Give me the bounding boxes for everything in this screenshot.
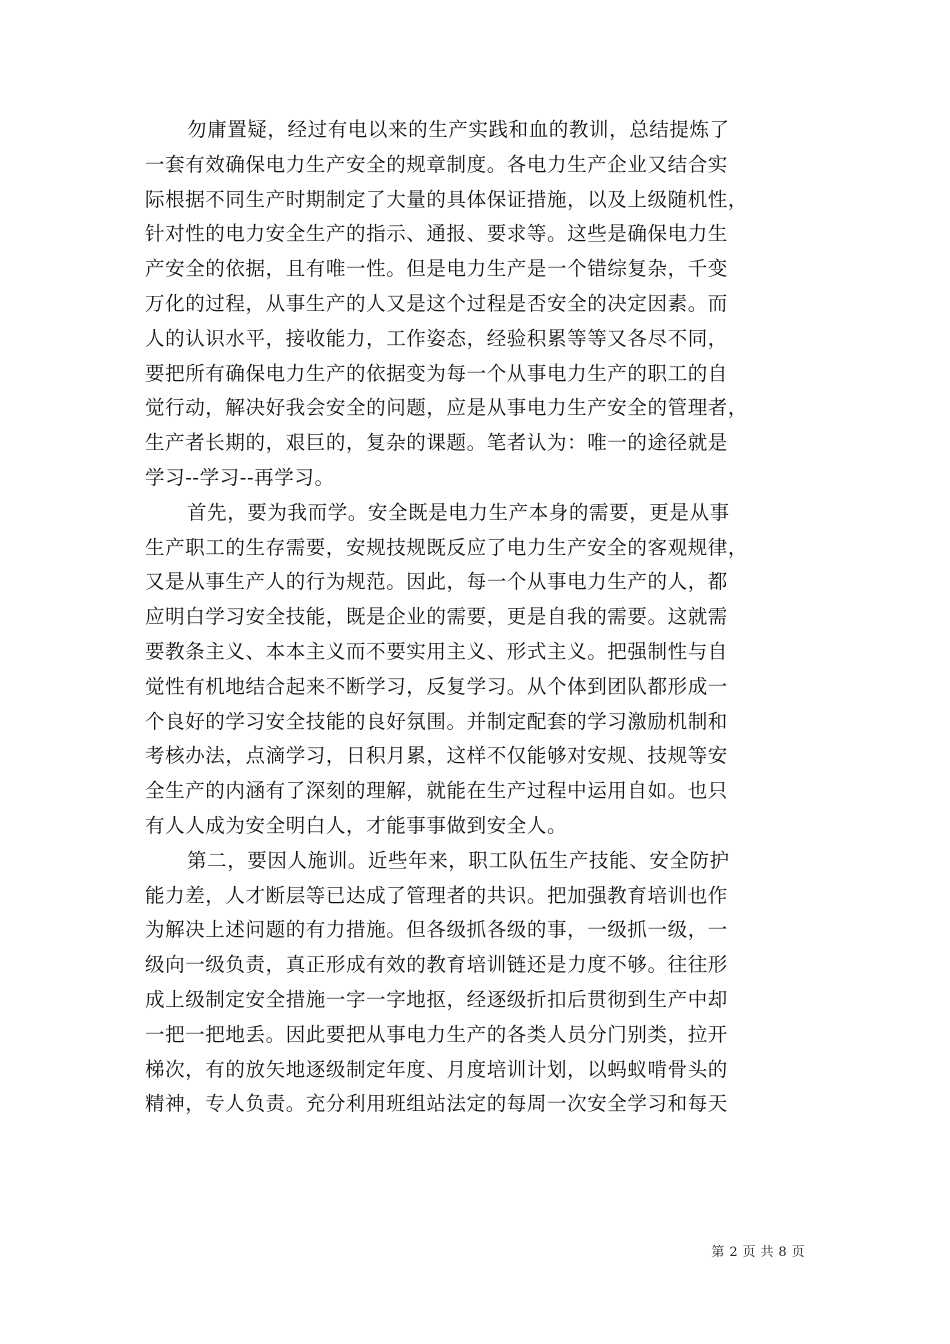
paragraph-line: 产安全的依据，且有唯一性。但是电力生产是一个错综复杂，千变 (145, 257, 728, 281)
paragraph-line: 生产者长期的，艰巨的，复杂的课题。笔者认为：唯一的途径就是 (145, 431, 728, 455)
paragraph (145, 844, 809, 1122)
paragraph (145, 496, 809, 844)
paragraph (145, 113, 809, 496)
paragraph-line: 一把一把地丢。因此要把从事电力生产的各类人员分门别类，拉开 (145, 1022, 728, 1046)
paragraph-line: 有人人成为安全明白人，才能事事做到安全人。 (145, 813, 568, 837)
paragraph-line: 精神，专人负责。充分利用班组站法定的每周一次安全学习和每天 (145, 1092, 728, 1116)
paragraph-line: 成上级制定安全措施一字一字地抠，经逐级折扣后贯彻到生产中却 (145, 987, 728, 1011)
paragraph-line: 为解决上述问题的有力措施。但各级抓各级的事，一级抓一级，一 (145, 918, 728, 942)
paragraph-line: 考核办法，点滴学习，日积月累，这样不仅能够对安规、技规等安 (145, 744, 728, 768)
paragraph-line: 一套有效确保电力生产安全的规章制度。各电力生产企业又结合实 (145, 152, 728, 176)
paragraph-line: 万化的过程，从事生产的人又是这个过程是否安全的决定因素。而 (145, 291, 728, 315)
page-number: 第 2 页 共 8 页 (711, 1245, 805, 1260)
paragraph-line: 个良好的学习安全技能的良好氛围。并制定配套的学习激励机制和 (145, 709, 728, 733)
paragraph-line: 觉行动，解决好我会安全的问题，应是从事电力生产安全的管理者， (145, 396, 749, 420)
paragraph-line: 要把所有确保电力生产的依据变为每一个从事电力生产的职工的自 (145, 361, 728, 385)
paragraph-line: 第二，要因人施训。近些年来，职工队伍生产技能、安全防护 (187, 848, 730, 872)
paragraph-line: 学习--学习--再学习。 (145, 465, 335, 489)
paragraph-line: 勿庸置疑，经过有电以来的生产实践和血的教训，总结提炼了 (187, 118, 730, 141)
paragraph-line: 觉性有机地结合起来不断学习，反复学习。从个体到团队都形成一 (145, 674, 728, 698)
paragraph-line: 级向一级负责，真正形成有效的教育培训链还是力度不够。往往形 (145, 953, 728, 977)
paragraph-line: 又是从事生产人的行为规范。因此，每一个从事电力生产的人，都 (145, 570, 728, 594)
document-body (145, 113, 809, 1122)
paragraph-line: 梯次，有的放矢地逐级制定年度、月度培训计划，以蚂蚁啃骨头的 (145, 1057, 728, 1081)
paragraph-line: 全生产的内涵有了深刻的理解，就能在生产过程中运用自如。也只 (145, 779, 728, 803)
paragraph-line: 首先，要为我而学。安全既是电力生产本身的需要，更是从事 (187, 500, 730, 524)
paragraph-line: 人的认识水平，接收能力，工作姿态，经验积累等等又各尽不同， (145, 326, 728, 350)
paragraph-line: 要教条主义、本本主义而不要实用主义、形式主义。把强制性与自 (145, 639, 728, 663)
paragraph-line: 针对性的电力安全生产的指示、通报、要求等。这些是确保电力生 (145, 222, 728, 246)
paragraph-line: 能力差，人才断层等已达成了管理者的共识。把加强教育培训也作 (145, 883, 728, 907)
paragraph-line: 应明白学习安全技能，既是企业的需要，更是自我的需要。这就需 (145, 605, 728, 629)
paragraph-line: 生产职工的生存需要，安规技规既反应了电力生产安全的客观规律， (145, 535, 749, 559)
paragraph-line: 际根据不同生产时期制定了大量的具体保证措施，以及上级随机性， (145, 187, 749, 211)
